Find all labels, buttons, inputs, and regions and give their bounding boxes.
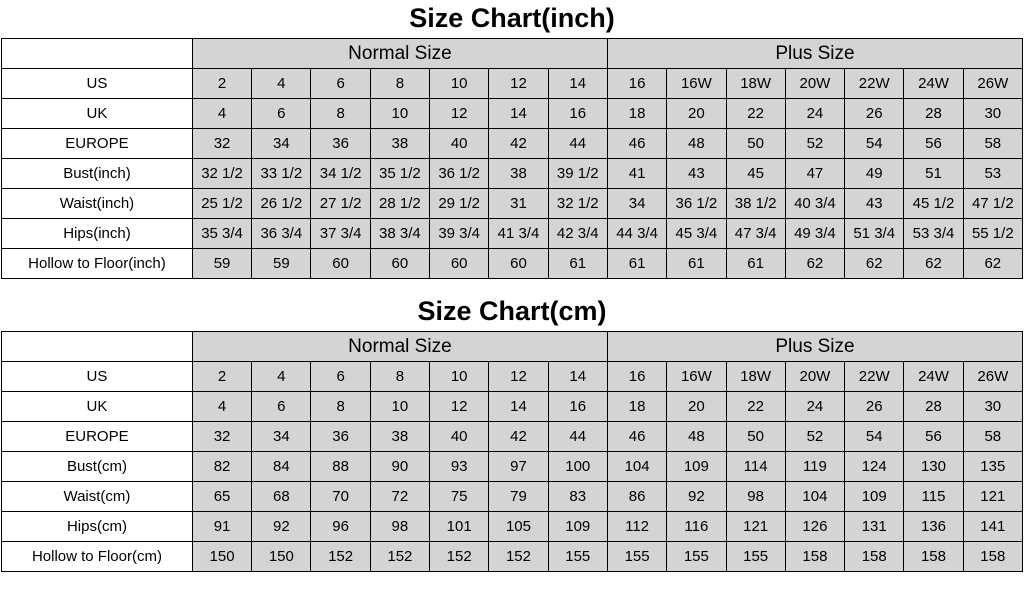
data-cell: 36 1/2 [667, 189, 726, 219]
data-cell: 34 [252, 129, 311, 159]
data-cell: 39 3/4 [430, 219, 489, 249]
data-cell: 109 [667, 452, 726, 482]
data-cell: 60 [370, 249, 429, 279]
size-table-cm [1, 331, 1023, 572]
data-cell: 14 [489, 392, 548, 422]
data-cell: 33 1/2 [252, 159, 311, 189]
row-label: Bust(inch) [2, 159, 193, 189]
data-cell: 36 [311, 129, 370, 159]
data-cell: 32 [192, 422, 251, 452]
data-cell: 6 [252, 99, 311, 129]
table-row [2, 512, 1023, 542]
data-cell: 158 [845, 542, 904, 572]
data-cell: 150 [252, 542, 311, 572]
data-cell: 32 1/2 [548, 189, 607, 219]
data-cell: 18 [607, 99, 666, 129]
row-label: US [2, 69, 193, 99]
data-cell: 68 [252, 482, 311, 512]
data-cell: 130 [904, 452, 963, 482]
data-cell: 34 1/2 [311, 159, 370, 189]
data-cell: 30 [963, 99, 1022, 129]
data-cell: 47 3/4 [726, 219, 785, 249]
data-cell: 54 [845, 422, 904, 452]
data-cell: 58 [963, 422, 1022, 452]
data-cell: 18W [726, 362, 785, 392]
data-cell: 105 [489, 512, 548, 542]
data-cell: 158 [785, 542, 844, 572]
row-label: Hollow to Floor(cm) [2, 542, 193, 572]
data-cell: 34 [607, 189, 666, 219]
data-cell: 16 [607, 362, 666, 392]
data-cell: 38 [370, 129, 429, 159]
data-cell: 150 [192, 542, 251, 572]
data-cell: 60 [489, 249, 548, 279]
data-cell: 4 [192, 392, 251, 422]
data-cell: 41 3/4 [489, 219, 548, 249]
table-row [2, 99, 1023, 129]
data-cell: 40 [430, 422, 489, 452]
data-cell: 16 [548, 392, 607, 422]
data-cell: 51 3/4 [845, 219, 904, 249]
data-cell: 16 [548, 99, 607, 129]
data-cell: 16W [667, 362, 726, 392]
data-cell: 121 [963, 482, 1022, 512]
data-cell: 44 [548, 422, 607, 452]
data-cell: 46 [607, 129, 666, 159]
data-cell: 26 [845, 392, 904, 422]
data-cell: 22 [726, 99, 785, 129]
data-cell: 93 [430, 452, 489, 482]
data-cell: 79 [489, 482, 548, 512]
data-cell: 52 [785, 422, 844, 452]
row-label: EUROPE [2, 422, 193, 452]
data-cell: 4 [252, 362, 311, 392]
size-chart-inch-block [0, 0, 1024, 279]
table-row [2, 219, 1023, 249]
data-cell: 126 [785, 512, 844, 542]
data-cell: 32 1/2 [192, 159, 251, 189]
data-cell: 72 [370, 482, 429, 512]
data-cell: 84 [252, 452, 311, 482]
data-cell: 115 [904, 482, 963, 512]
data-cell: 43 [845, 189, 904, 219]
data-cell: 38 [370, 422, 429, 452]
data-cell: 42 [489, 422, 548, 452]
data-cell: 25 1/2 [192, 189, 251, 219]
data-cell: 44 [548, 129, 607, 159]
data-cell: 2 [192, 69, 251, 99]
data-cell: 20 [667, 392, 726, 422]
data-cell: 50 [726, 422, 785, 452]
data-cell: 10 [430, 69, 489, 99]
data-cell: 18W [726, 69, 785, 99]
data-cell: 56 [904, 422, 963, 452]
data-cell: 109 [845, 482, 904, 512]
data-cell: 12 [430, 99, 489, 129]
table-row [2, 392, 1023, 422]
table-row [2, 452, 1023, 482]
table-row [2, 129, 1023, 159]
data-cell: 155 [667, 542, 726, 572]
table-row [2, 189, 1023, 219]
data-cell: 131 [845, 512, 904, 542]
data-cell: 28 1/2 [370, 189, 429, 219]
data-cell: 59 [192, 249, 251, 279]
data-cell: 26 1/2 [252, 189, 311, 219]
data-cell: 27 1/2 [311, 189, 370, 219]
data-cell: 158 [963, 542, 1022, 572]
table-row [2, 159, 1023, 189]
data-cell: 39 1/2 [548, 159, 607, 189]
size-table-cm-body [2, 332, 1023, 572]
data-cell: 92 [667, 482, 726, 512]
data-cell: 54 [845, 129, 904, 159]
data-cell: 10 [370, 99, 429, 129]
data-cell: 42 3/4 [548, 219, 607, 249]
data-cell: 10 [370, 392, 429, 422]
data-cell: 51 [904, 159, 963, 189]
data-cell: 16 [607, 69, 666, 99]
data-cell: 48 [667, 422, 726, 452]
section-divider [0, 279, 1024, 293]
data-cell: 75 [430, 482, 489, 512]
row-label: US [2, 362, 193, 392]
data-cell: 45 1/2 [904, 189, 963, 219]
data-cell: 6 [311, 69, 370, 99]
data-cell: 8 [311, 99, 370, 129]
table-row [2, 362, 1023, 392]
data-cell: 124 [845, 452, 904, 482]
data-cell: 56 [904, 129, 963, 159]
data-cell: 62 [963, 249, 1022, 279]
size-table-inch [1, 38, 1023, 279]
data-cell: 6 [311, 362, 370, 392]
row-label: UK [2, 99, 193, 129]
data-cell: 98 [370, 512, 429, 542]
data-cell: 65 [192, 482, 251, 512]
data-cell: 36 3/4 [252, 219, 311, 249]
data-cell: 48 [667, 129, 726, 159]
data-cell: 14 [489, 99, 548, 129]
data-cell: 8 [370, 69, 429, 99]
data-cell: 16W [667, 69, 726, 99]
data-cell: 155 [607, 542, 666, 572]
data-cell: 121 [726, 512, 785, 542]
data-cell: 20 [667, 99, 726, 129]
data-cell: 52 [785, 129, 844, 159]
data-cell: 31 [489, 189, 548, 219]
data-cell: 62 [904, 249, 963, 279]
data-cell: 26W [963, 69, 1022, 99]
data-cell: 47 [785, 159, 844, 189]
row-label: Hips(inch) [2, 219, 193, 249]
data-cell: 28 [904, 392, 963, 422]
table-header-row [2, 39, 1023, 69]
row-label: UK [2, 392, 193, 422]
data-cell: 22W [845, 69, 904, 99]
data-cell: 38 3/4 [370, 219, 429, 249]
row-label: Hollow to Floor(inch) [2, 249, 193, 279]
table-corner-cell [2, 332, 193, 362]
data-cell: 101 [430, 512, 489, 542]
data-cell: 12 [489, 69, 548, 99]
data-cell: 45 3/4 [667, 219, 726, 249]
table-corner-cell [2, 39, 193, 69]
data-cell: 46 [607, 422, 666, 452]
row-label: Waist(cm) [2, 482, 193, 512]
data-cell: 152 [489, 542, 548, 572]
data-cell: 141 [963, 512, 1022, 542]
data-cell: 98 [726, 482, 785, 512]
data-cell: 53 3/4 [904, 219, 963, 249]
data-cell: 112 [607, 512, 666, 542]
data-cell: 104 [785, 482, 844, 512]
data-cell: 62 [845, 249, 904, 279]
data-cell: 61 [726, 249, 785, 279]
data-cell: 4 [252, 69, 311, 99]
table-row [2, 482, 1023, 512]
data-cell: 136 [904, 512, 963, 542]
data-cell: 92 [252, 512, 311, 542]
data-cell: 90 [370, 452, 429, 482]
data-cell: 60 [311, 249, 370, 279]
page-title-inch: Size Chart(inch) [409, 3, 615, 33]
table-header-row [2, 332, 1023, 362]
data-cell: 49 3/4 [785, 219, 844, 249]
page-title-cm: Size Chart(cm) [417, 296, 607, 326]
data-cell: 158 [904, 542, 963, 572]
data-cell: 41 [607, 159, 666, 189]
data-cell: 62 [785, 249, 844, 279]
data-cell: 34 [252, 422, 311, 452]
group-header-plus: Plus Size [607, 332, 1022, 362]
data-cell: 24 [785, 392, 844, 422]
data-cell: 104 [607, 452, 666, 482]
group-header-normal: Normal Size [192, 39, 607, 69]
table-row [2, 422, 1023, 452]
data-cell: 26 [845, 99, 904, 129]
data-cell: 43 [667, 159, 726, 189]
data-cell: 70 [311, 482, 370, 512]
data-cell: 14 [548, 362, 607, 392]
data-cell: 30 [963, 392, 1022, 422]
data-cell: 61 [548, 249, 607, 279]
data-cell: 100 [548, 452, 607, 482]
data-cell: 152 [430, 542, 489, 572]
group-header-plus: Plus Size [607, 39, 1022, 69]
table-row [2, 542, 1023, 572]
data-cell: 60 [430, 249, 489, 279]
data-cell: 29 1/2 [430, 189, 489, 219]
data-cell: 20W [785, 362, 844, 392]
data-cell: 40 3/4 [785, 189, 844, 219]
data-cell: 44 3/4 [607, 219, 666, 249]
row-label: Bust(cm) [2, 452, 193, 482]
data-cell: 24W [904, 69, 963, 99]
data-cell: 35 3/4 [192, 219, 251, 249]
data-cell: 49 [845, 159, 904, 189]
data-cell: 88 [311, 452, 370, 482]
data-cell: 42 [489, 129, 548, 159]
table-row [2, 249, 1023, 279]
data-cell: 28 [904, 99, 963, 129]
data-cell: 20W [785, 69, 844, 99]
data-cell: 40 [430, 129, 489, 159]
data-cell: 22W [845, 362, 904, 392]
data-cell: 83 [548, 482, 607, 512]
data-cell: 152 [370, 542, 429, 572]
data-cell: 6 [252, 392, 311, 422]
data-cell: 135 [963, 452, 1022, 482]
data-cell: 36 1/2 [430, 159, 489, 189]
table-row [2, 69, 1023, 99]
row-label: Waist(inch) [2, 189, 193, 219]
data-cell: 12 [430, 392, 489, 422]
data-cell: 35 1/2 [370, 159, 429, 189]
data-cell: 155 [726, 542, 785, 572]
data-cell: 119 [785, 452, 844, 482]
data-cell: 38 1/2 [726, 189, 785, 219]
data-cell: 50 [726, 129, 785, 159]
data-cell: 59 [252, 249, 311, 279]
data-cell: 38 [489, 159, 548, 189]
data-cell: 37 3/4 [311, 219, 370, 249]
data-cell: 24W [904, 362, 963, 392]
data-cell: 96 [311, 512, 370, 542]
data-cell: 97 [489, 452, 548, 482]
data-cell: 114 [726, 452, 785, 482]
data-cell: 155 [548, 542, 607, 572]
size-chart-cm-block [0, 293, 1024, 572]
row-label: Hips(cm) [2, 512, 193, 542]
data-cell: 12 [489, 362, 548, 392]
data-cell: 61 [667, 249, 726, 279]
data-cell: 32 [192, 129, 251, 159]
data-cell: 86 [607, 482, 666, 512]
data-cell: 36 [311, 422, 370, 452]
data-cell: 14 [548, 69, 607, 99]
data-cell: 22 [726, 392, 785, 422]
data-cell: 61 [607, 249, 666, 279]
data-cell: 18 [607, 392, 666, 422]
data-cell: 26W [963, 362, 1022, 392]
group-header-normal: Normal Size [192, 332, 607, 362]
data-cell: 55 1/2 [963, 219, 1022, 249]
data-cell: 109 [548, 512, 607, 542]
data-cell: 45 [726, 159, 785, 189]
row-label: EUROPE [2, 129, 193, 159]
data-cell: 4 [192, 99, 251, 129]
data-cell: 53 [963, 159, 1022, 189]
data-cell: 58 [963, 129, 1022, 159]
data-cell: 152 [311, 542, 370, 572]
data-cell: 82 [192, 452, 251, 482]
data-cell: 8 [370, 362, 429, 392]
data-cell: 116 [667, 512, 726, 542]
data-cell: 8 [311, 392, 370, 422]
data-cell: 10 [430, 362, 489, 392]
data-cell: 2 [192, 362, 251, 392]
data-cell: 47 1/2 [963, 189, 1022, 219]
size-table-inch-body [2, 39, 1023, 279]
data-cell: 91 [192, 512, 251, 542]
data-cell: 24 [785, 99, 844, 129]
